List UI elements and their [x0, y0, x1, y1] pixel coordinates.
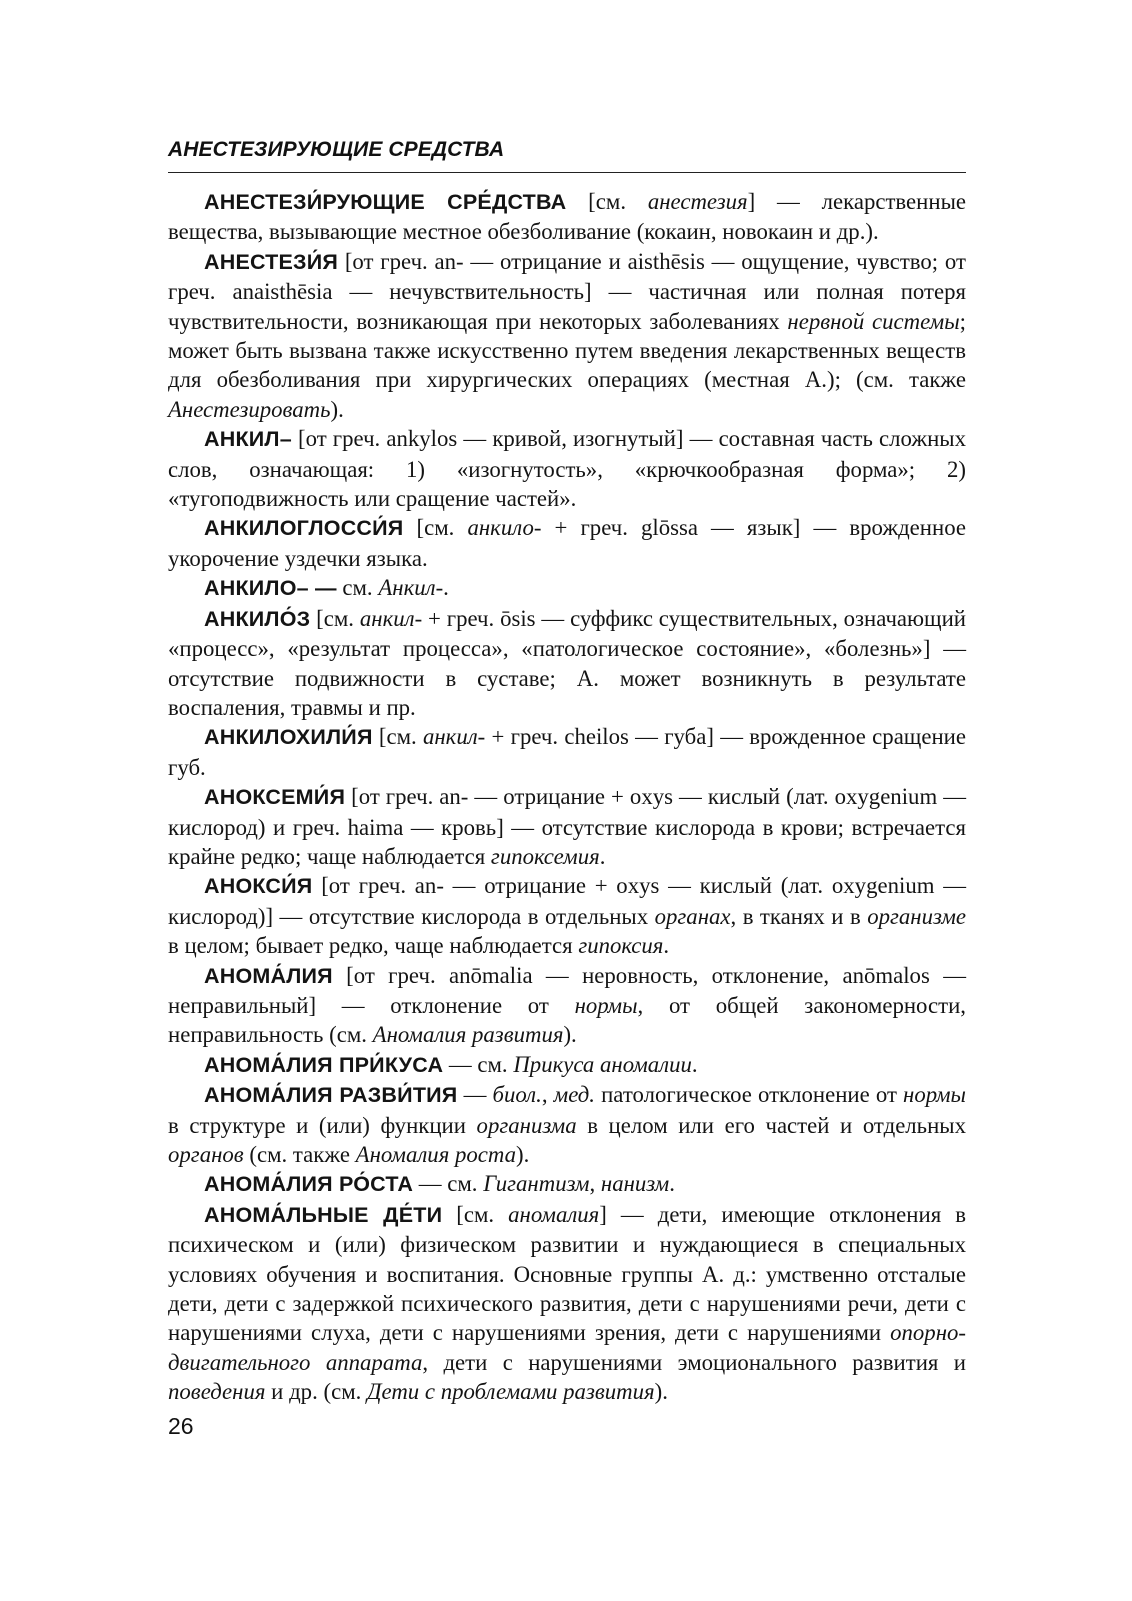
- entry-text: ,: [541, 1082, 554, 1108]
- entry-text: .: [599, 843, 606, 869]
- entry-italic-reference: организма: [476, 1112, 577, 1138]
- page-number: 26: [168, 1413, 194, 1439]
- entry-italic-reference: органов: [168, 1142, 244, 1167]
- entry-text: [см.: [566, 189, 648, 214]
- dictionary-entry: [168, 573, 966, 603]
- entry-text: в целом или его частей и отдельных: [576, 1112, 966, 1138]
- entry-text: [см.: [403, 515, 468, 541]
- entry-text: — см.: [443, 1051, 514, 1077]
- dictionary-entry: [168, 722, 966, 782]
- dictionary-entry: [168, 424, 966, 513]
- entry-text: ).: [654, 1379, 668, 1405]
- dictionary-body: [168, 187, 966, 1407]
- entry-headword: АНЕСТЕЗИ́РУЮЩИЕ СРЕ́ДСТВА: [204, 190, 567, 214]
- entry-italic-reference: опорно-двигательного аппарата: [168, 1320, 966, 1375]
- entry-headword: АНКИЛО– —: [204, 576, 337, 601]
- entry-text: [от греч. an- — отрицание + oxys — кислый (лат. oxygenium — кислород)] — отсутствие кислорода в отдельных: [168, 873, 966, 929]
- entry-text: (см. также: [243, 1142, 356, 1167]
- entry-headword: АНКИЛОХИЛИ́Я: [204, 725, 373, 750]
- entry-italic-reference: Аномалия роста: [355, 1142, 517, 1167]
- dictionary-entry: [168, 782, 966, 871]
- entry-italic-reference: Прикуса аномалии: [513, 1051, 692, 1077]
- entry-italic-reference: гипоксия: [578, 933, 664, 959]
- entry-headword: АНЕСТЕЗИ́Я: [204, 249, 339, 274]
- entry-text: , дети с нарушениями эмоционального развития и: [422, 1349, 966, 1375]
- entry-text: ] — дети, имеющие отклонения в психическом и (или) физическом развитии и нуждающиеся в специальных условиях обучения и воспитания. Основные группы А. д.: умственно отсталые дети, дети с задержкой психического развития, дети с нарушениями речи, дети с нарушениями слуха, дети с нарушениями зрения, дети с нарушениями: [168, 1201, 966, 1346]
- entry-italic-reference: органах: [654, 903, 731, 929]
- entry-text: [от греч. an- — отрицание и aisthēsis — ощущение, чувство; от греч. anaisthēsia — нечувствительность] — частичная или полная потеря чувствительности, возникающая при некоторых заболеваниях: [168, 248, 966, 334]
- entry-text: [от греч. anōmalia — неровность, отклонение, anōmalos — неправильный] — отклонение от: [168, 962, 966, 1018]
- dictionary-entry: [168, 1169, 966, 1199]
- entry-headword: АНКИЛОГЛОССИ́Я: [204, 516, 404, 541]
- entry-text: и др. (см.: [265, 1379, 368, 1405]
- entry-text: [см.: [442, 1201, 509, 1227]
- entry-italic-reference: анкил-: [422, 724, 486, 750]
- entry-italic-reference: нормы: [903, 1082, 966, 1108]
- entry-text: в структуре и (или) функции: [168, 1112, 477, 1138]
- entry-italic-reference: поведения: [168, 1379, 266, 1405]
- entry-headword: АНКИЛ–: [204, 427, 292, 452]
- entry-italic-reference: биол.: [492, 1082, 542, 1108]
- entry-headword: АНКИЛО́З: [204, 606, 311, 631]
- entry-text: ] — лекарственные вещества, вызывающие местное обезболивание (кокаин, новокаин и др.).: [168, 189, 967, 245]
- entry-italic-reference: Анкил-: [378, 575, 444, 601]
- entry-text: в целом; бывает редко, чаще наблюдается: [168, 933, 579, 959]
- entry-italic-reference: Дети с проблемами развития: [367, 1379, 655, 1405]
- entry-italic-reference: анестезия: [647, 189, 748, 214]
- entry-text: см.: [336, 575, 379, 601]
- entry-text: .: [691, 1051, 698, 1077]
- entry-text: .: [669, 1171, 675, 1197]
- entry-text: + греч. cheilos — губа] — врожденное сращение губ.: [168, 724, 966, 780]
- entry-text: , в тканях и в: [730, 903, 868, 929]
- header-rule: [168, 172, 966, 173]
- entry-text: ).: [516, 1142, 530, 1167]
- entry-italic-reference: Аномалия развития: [372, 1022, 564, 1048]
- entry-italic-reference: мед.: [553, 1082, 595, 1108]
- entry-text: ; может быть вызвана также искусственно путем введения лекарственных веществ для обезболивания при хирургических операциях (местная А.); (см. также: [168, 308, 966, 393]
- dictionary-entry: [168, 961, 966, 1050]
- entry-text: .: [443, 575, 449, 601]
- entry-headword: АНОМА́ЛИЯ ПРИ́КУСА: [204, 1052, 444, 1077]
- entry-text: ).: [330, 396, 344, 422]
- entry-text: [от греч. an- — отрицание + oxys — кислый (лат. oxygenium — кислород) и греч. haima — кровь] — отсутствие кислорода в крови; встречается крайне редко; чаще наблюдается: [168, 784, 966, 869]
- entry-text: + греч. glōssa — язык] — врожденное укорочение уздечки языка.: [168, 515, 966, 571]
- entry-text: [от греч. ankylos — кривой, изогнутый] — составная часть сложных слов, означающая: 1) «изогнутость», «крючкообразная форма»; 2) «тугоподвижность или сращение частей».: [168, 426, 966, 512]
- entry-text: ).: [563, 1022, 577, 1048]
- entry-headword: АНОКСЕМИ́Я: [204, 785, 346, 810]
- entry-text: + греч. ōsis — суффикс существительных, означающий «процесс», «результат процесса», «патологическое состояние», «болезнь»] — отсутствие подвижности в суставе; А. может возникнуть в результате воспаления, травмы и пр.: [168, 605, 967, 720]
- dictionary-entry: [168, 1080, 966, 1169]
- dictionary-entry: [168, 187, 966, 247]
- entry-headword: АНОМА́ЛЬНЫЕ ДЕ́ТИ: [204, 1202, 443, 1227]
- entry-headword: АНОКСИ́Я: [204, 874, 313, 899]
- entry-italic-reference: Гигантизм: [483, 1171, 590, 1197]
- entry-text: — см.: [413, 1171, 484, 1197]
- entry-italic-reference: Анестезировать: [168, 396, 331, 422]
- entry-italic-reference: гипоксемия: [490, 843, 600, 869]
- dictionary-entry: [168, 247, 966, 424]
- entry-text: ,: [589, 1171, 601, 1197]
- dictionary-entry: [168, 604, 966, 723]
- entry-text: [см.: [372, 724, 423, 750]
- dictionary-entry: [168, 513, 966, 573]
- entry-headword: АНОМА́ЛИЯ РАЗВИ́ТИЯ: [204, 1083, 458, 1108]
- entry-italic-reference: нервной системы: [787, 308, 960, 334]
- entry-text: [см.: [310, 605, 360, 631]
- entry-text: патологическое отклонение от: [594, 1082, 904, 1108]
- entry-text: , от общей закономерности, неправильность (см.: [168, 992, 967, 1048]
- entry-headword: АНОМА́ЛИЯ: [204, 963, 333, 988]
- entry-italic-reference: нанизм: [600, 1171, 670, 1197]
- entry-italic-reference: нормы: [574, 992, 638, 1018]
- entry-headword: АНОМА́ЛИЯ РО́СТА: [204, 1172, 414, 1197]
- entry-italic-reference: анкил-: [359, 605, 423, 631]
- entry-italic-reference: аномалия: [508, 1201, 600, 1227]
- entry-italic-reference: организме: [867, 903, 966, 929]
- entry-text: —: [457, 1082, 493, 1108]
- running-head: АНЕСТЕЗИРУЮЩИЕ СРЕДСТВА: [168, 138, 505, 161]
- dictionary-entry: [168, 871, 966, 960]
- entry-italic-reference: анкило-: [467, 515, 542, 541]
- dictionary-entry: [168, 1200, 966, 1407]
- entry-text: .: [663, 933, 670, 959]
- dictionary-entry: [168, 1050, 966, 1080]
